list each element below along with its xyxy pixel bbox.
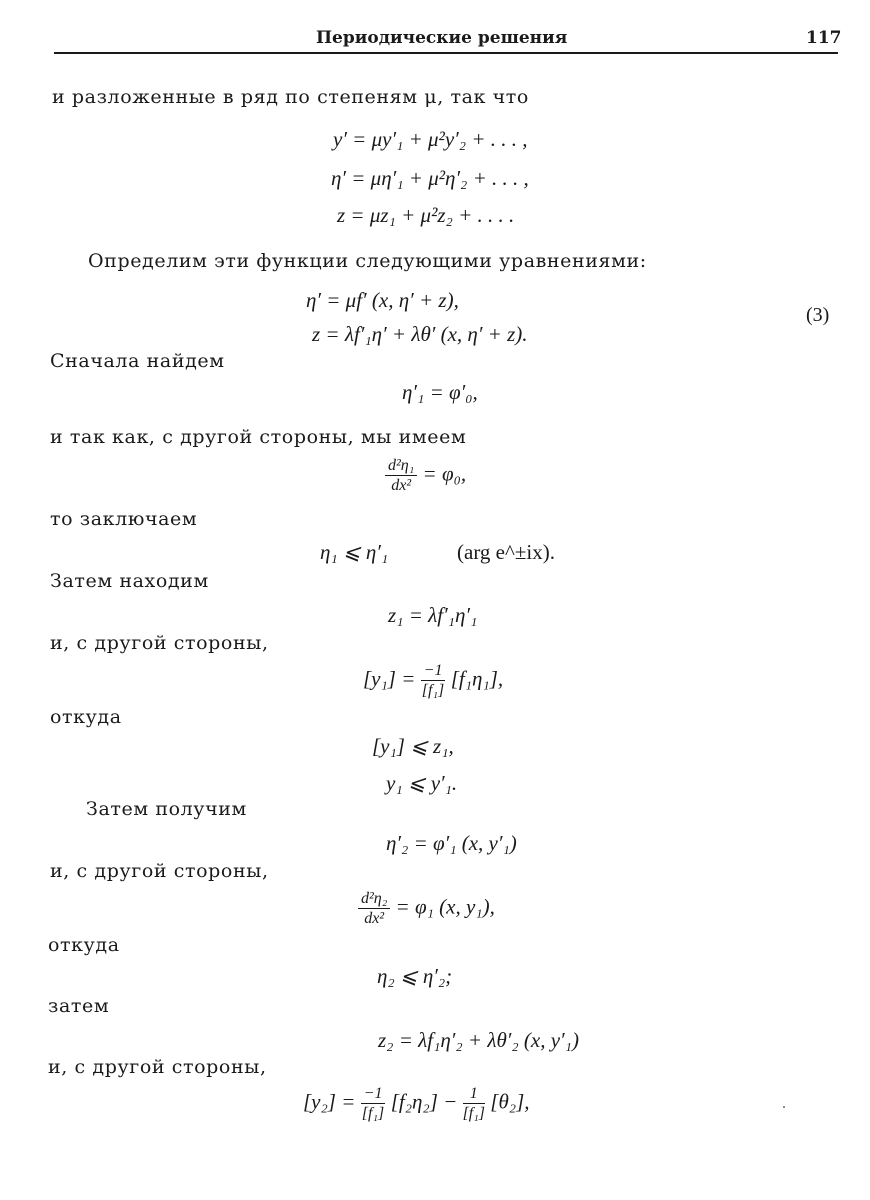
text-line: то заключаем bbox=[50, 508, 198, 530]
equation-eta-series: η′ = μη′₁ + μ²η′₂ + . . . , bbox=[331, 166, 529, 190]
fraction-numerator: −1 bbox=[421, 662, 446, 681]
fraction-numerator: d²η₁ bbox=[385, 457, 417, 476]
equation-number: (3) bbox=[806, 304, 830, 326]
equation-bound-y1-bracket: [y₁] ⩽ z₁, bbox=[372, 734, 454, 758]
equation-rhs: [f₁η₁], bbox=[450, 666, 504, 691]
text-line: и, с другой стороны, bbox=[50, 860, 269, 882]
fraction bbox=[361, 1085, 386, 1122]
text-line: Определим эти функции следующими уравнениями: bbox=[88, 250, 647, 272]
equation-lhs: [y₁] = bbox=[363, 666, 416, 691]
fraction-numerator: d²η₂ bbox=[358, 890, 390, 909]
equation-eta1: η′₁ = φ′₀, bbox=[402, 380, 478, 404]
equation-eta-prime: η′ = μf′ (x, η′ + z), bbox=[306, 288, 459, 312]
fraction-denominator: [f₁] bbox=[462, 1104, 486, 1122]
equation-note: (arg e^±ix). bbox=[457, 540, 555, 564]
equation-second-derivative-1 bbox=[385, 457, 466, 494]
text-line: Затем находим bbox=[50, 570, 209, 592]
fraction bbox=[358, 890, 390, 927]
text-line: Затем получим bbox=[86, 798, 247, 820]
equation-rhs: = φ₁ (x, y₁), bbox=[395, 894, 495, 919]
scan-speck bbox=[783, 1106, 785, 1108]
fraction bbox=[385, 457, 417, 494]
equation-inequality-eta1: η₁ ⩽ η′₁ bbox=[320, 540, 389, 564]
text-line: и разложенные в ряд по степеням μ, так что bbox=[52, 86, 529, 108]
page-number: 117 bbox=[806, 28, 842, 48]
fraction-denominator: [f₁] bbox=[421, 681, 445, 699]
equation-z1: z₁ = λf′₁η′₁ bbox=[388, 603, 478, 627]
header-rule bbox=[54, 52, 838, 54]
equation-z-def: z = λf′₁η′ + λθ′ (x, η′ + z). bbox=[312, 322, 528, 346]
fraction-denominator: dx² bbox=[391, 476, 412, 494]
equation-bound-y1: y₁ ⩽ y′₁. bbox=[386, 771, 458, 795]
fraction-denominator: dx² bbox=[364, 909, 385, 927]
equation-lhs: [y₂] = bbox=[303, 1089, 356, 1114]
equation-rhs: = φ₀, bbox=[422, 461, 467, 486]
fraction-numerator: −1 bbox=[361, 1085, 386, 1104]
equation-z-series: z = μz₁ + μ²z₂ + . . . . bbox=[337, 203, 515, 227]
equation-z2: z₂ = λf₁η′₂ + λθ′₂ (x, y′₁) bbox=[378, 1028, 579, 1052]
text-line: откуда bbox=[50, 706, 122, 728]
equation-eta2-prime: η′₂ = φ′₁ (x, y′₁) bbox=[386, 831, 517, 855]
text-line: и, с другой стороны, bbox=[50, 632, 269, 654]
running-header-title: Периодические решения bbox=[316, 28, 568, 48]
text-line: и, с другой стороны, bbox=[48, 1056, 267, 1078]
text-line: откуда bbox=[48, 934, 120, 956]
equation-y2-bracket bbox=[303, 1085, 530, 1122]
equation-middle-term: [f₂η₂] − bbox=[390, 1089, 458, 1114]
equation-y1-bracket bbox=[363, 662, 503, 699]
fraction bbox=[463, 1085, 485, 1122]
text-line: и так как, с другой стороны, мы имеем bbox=[50, 426, 467, 448]
equation-y-series: y′ = μy′₁ + μ²y′₂ + . . . , bbox=[333, 127, 528, 151]
equation-bound-eta2: η₂ ⩽ η′₂; bbox=[377, 964, 453, 988]
fraction-denominator: [f₁] bbox=[361, 1104, 385, 1122]
equation-rhs: [θ₂], bbox=[490, 1089, 530, 1114]
equation-second-derivative-2 bbox=[358, 890, 495, 927]
text-line: затем bbox=[48, 995, 110, 1017]
fraction-numerator: 1 bbox=[463, 1085, 485, 1104]
text-line: Сначала найдем bbox=[50, 350, 225, 372]
fraction bbox=[421, 662, 446, 699]
